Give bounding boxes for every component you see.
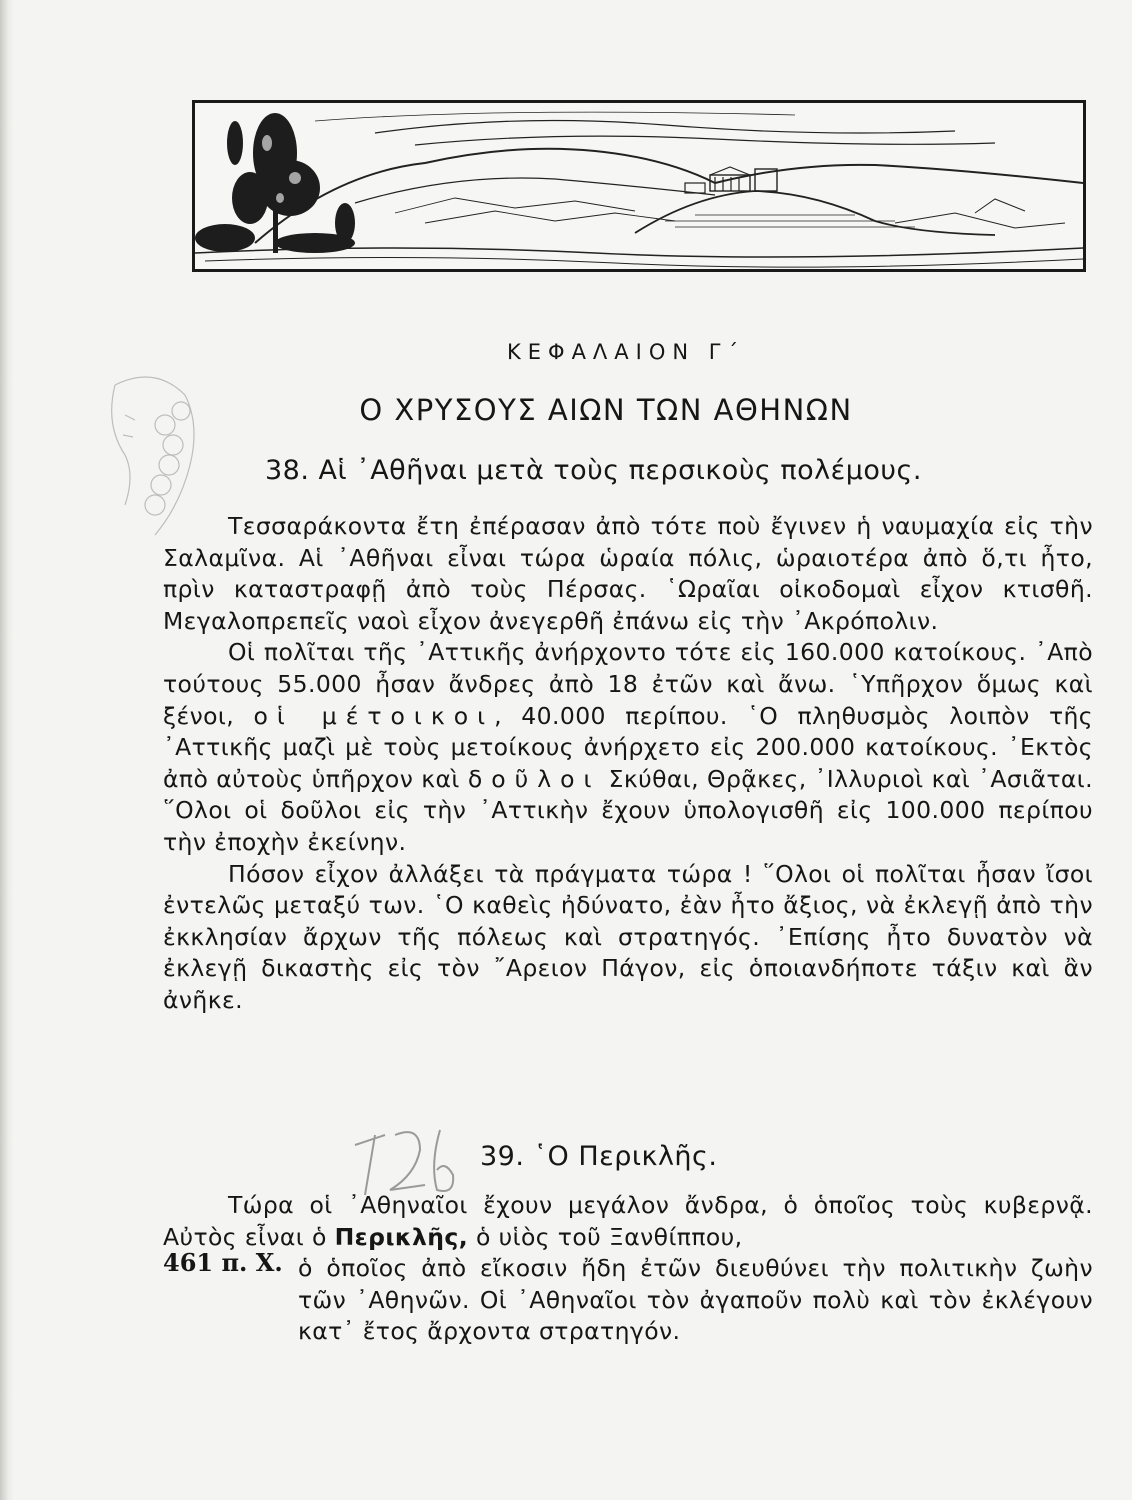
paragraph-4-text-b: ὁ υἱὸς τοῦ Ξανθίππου, <box>475 1222 743 1251</box>
term-douloi: δοῦλοι <box>467 764 601 793</box>
chapter-title: Ο ΧΡΥΣΟΥΣ ΑΙΩΝ ΤΩΝ ΑΘΗΝΩΝ <box>359 393 853 427</box>
paragraph-4-text-a: Τώρα οἱ ᾿Αθηναῖοι ἔχουν μεγάλον ἄνδρα, ὁ ὁποῖος τοὺς κυβερνᾷ. Αὐτὸς εἶναι ὁ <box>163 1191 1093 1251</box>
margin-date: 461 π. Χ. <box>163 1248 283 1277</box>
section-39-heading: 39. ῾Ο Περικλῆς. <box>480 1141 718 1172</box>
section-38-body <box>163 511 1093 1017</box>
paragraph-2 <box>163 637 1093 858</box>
page-edge <box>0 0 14 1500</box>
paragraph-4-cont: ὁ ὁποῖος ἀπὸ εἴκοσιν ἤδη ἐτῶν διευθύνει τὴν πολιτικὴν ζωὴν τῶν ᾿Αθηνῶν. Οἱ ᾿Αθηναῖοι τὸν ἀγαποῦν πολὺ καὶ τὸν ἐκλέγουν κατ᾿ ἔτος ἄρχοντα στρατηγόν. <box>298 1254 1093 1346</box>
pericles-name: Περικλῆς, <box>334 1222 469 1251</box>
acropolis-landscape-engraving <box>192 100 1086 272</box>
paragraph-2-text-a: Οἱ πολῖται τῆς ᾿Αττικῆς ἀνήρχοντο τότε εἰς 160.000 κατοίκους. ᾿Απὸ τούτους 55.000 ἦσαν ἄνδρες ἀπὸ 18 ἐτῶν καὶ ἄνω. ῾Υπῆρχον ὅμως καὶ ξένοι, <box>163 638 1093 730</box>
paragraph-3: Πόσον εἶχον ἀλλάξει τὰ πράγματα τώρα ! ῞Ολοι οἱ πολῖται ἦσαν ἴσοι ἐντελῶς μεταξύ των. ῾Ο καθεὶς ἠδύνατο, ἐὰν ἦτο ἄξιος, νὰ ἐκλεγῇ ἀπὸ τὴν ἐκκλησίαν ἄρχων τῆς πόλεως καὶ στρατηγός. ᾿Επίσης ἦτο δυνατὸν νὰ ἐκλεγῇ δικαστὴς εἰς τὸν ῎Αρειον Πάγον, εἰς ὁποιανδήποτε τάξιν καὶ ἂν ἀνῆκε. <box>163 859 1093 1014</box>
paragraph-1: Τεσσαράκοντα ἔτη ἐπέρασαν ἀπὸ τότε ποὺ ἔγινεν ἡ ναυμαχία εἰς τὴν Σαλαμῖνα. Αἱ ᾿Αθῆναι εἶναι τώρα ὡραία πόλις, ὡραιοτέρα ἀπὸ ὅ,τι ἦτο, πρὶν καταστραφῇ ἀπὸ τοὺς Πέρσας. ῾Ωραῖαι οἰκοδομαὶ εἶχον κτισθῆ. Μεγαλοπρεπεῖς ναοὶ εἶχον ἀνεγερθῆ ἐπάνω εἰς τὴν ᾿Ακρόπολιν. <box>163 512 1093 635</box>
chapter-label: ΚΕΦΑΛΑΙΟΝ Γ΄ <box>507 340 745 364</box>
landscape-icon <box>195 103 1083 269</box>
term-metoikoi: οἱ μέτοικοι <box>253 701 495 730</box>
paragraph-4 <box>163 1190 1093 1253</box>
paragraph-2-text-e: Σκύθαι, Θρᾷκες, ᾿Ιλλυριοὶ καὶ ᾿Ασιᾶται. ῞Ολοι οἱ δοῦλοι εἰς τὴν ᾿Αττικὴν ἔχουν ὑπολογισθῆ εἰς 100.000 περίπου τὴν ἐποχὴν ἐκείνην. <box>163 764 1094 856</box>
section-38-heading: 38. Αἱ ᾿Αθῆναι μετὰ τοὺς περσικοὺς πολέμους. <box>265 455 922 486</box>
paragraph-2-text-c: , 40.000 περίπου. ῾Ο πληθυσμὸς λοιπὸν τῆς ᾿Αττικῆς μαζὶ μὲ τοὺς μετοίκους ἀνήρχετο εἰς 200.000 κατοίκους. ᾿Εκτὸς ἀπὸ αὐτοὺς ὑπῆρχον καὶ <box>163 701 1093 793</box>
section-39-body <box>163 1190 1093 1348</box>
